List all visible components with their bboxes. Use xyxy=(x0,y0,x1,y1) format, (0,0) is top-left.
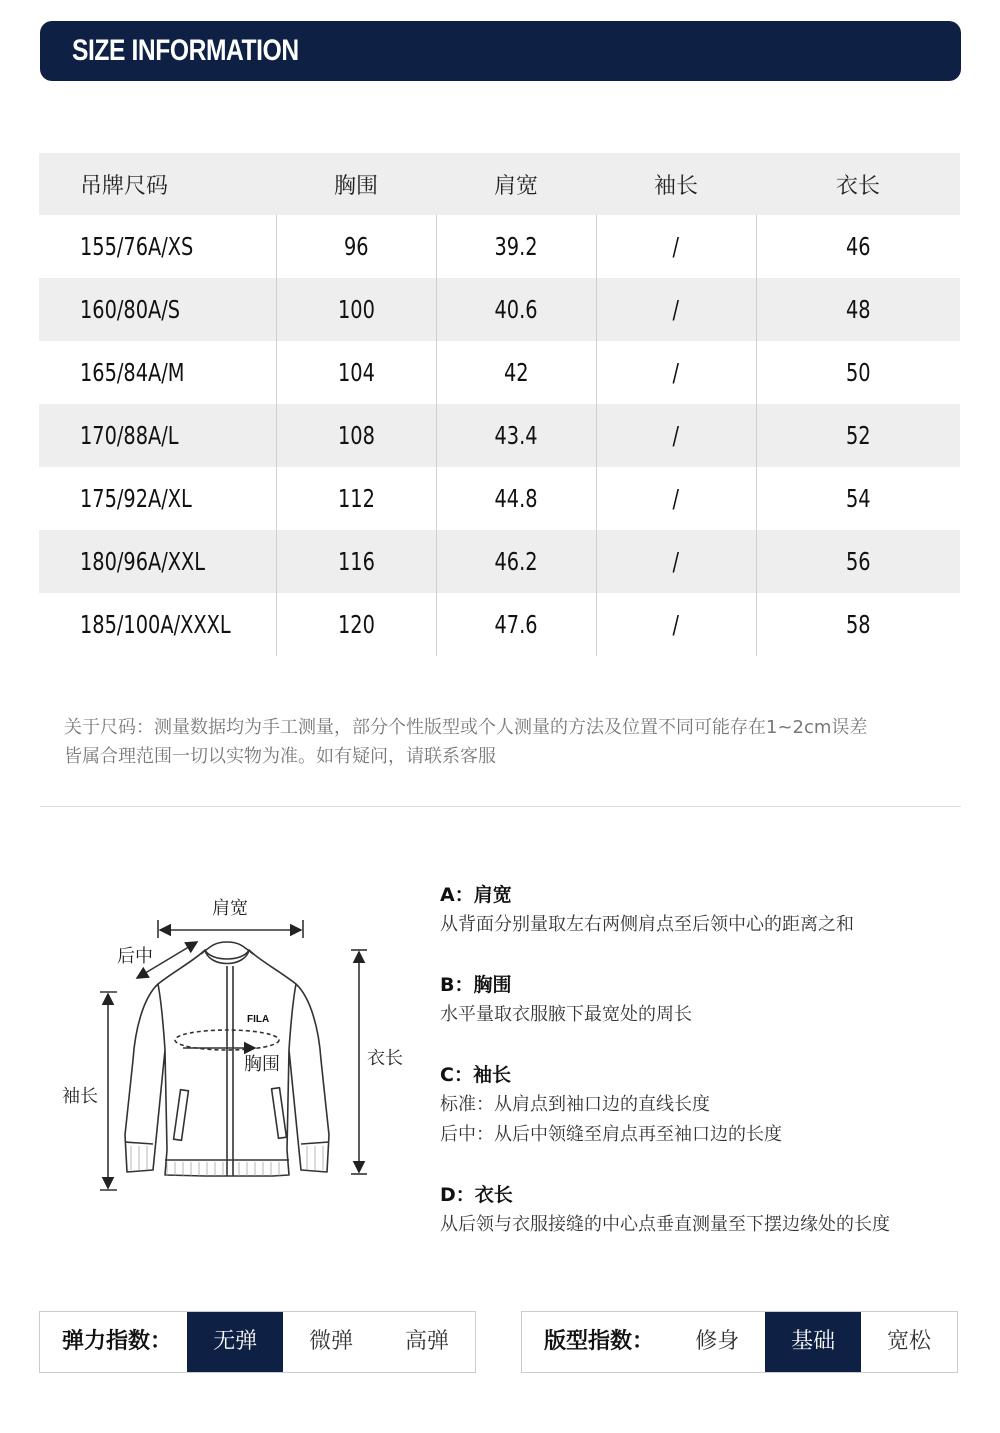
cell-sleeve: / xyxy=(596,341,756,404)
cell-shoulder: 43.4 xyxy=(436,404,596,467)
definition-chest xyxy=(440,970,980,1030)
cell-sleeve: / xyxy=(596,404,756,467)
cell-shoulder: 40.6 xyxy=(436,278,596,341)
table-row xyxy=(39,215,960,278)
fit-option-loose[interactable]: 宽松 xyxy=(887,1329,932,1354)
elasticity-option-slight[interactable]: 微弹 xyxy=(309,1329,354,1354)
cell-size: 170/88A/L xyxy=(39,404,276,467)
fit-label: 版型指数： xyxy=(544,1329,655,1354)
elasticity-option-high[interactable]: 高弹 xyxy=(405,1329,450,1354)
cell-length: 56 xyxy=(756,530,960,593)
cell-length: 58 xyxy=(756,593,960,656)
cell-chest: 104 xyxy=(276,341,436,404)
banner-title: SIZE INFORMATION xyxy=(72,34,299,67)
header-chest: 胸围 xyxy=(276,153,436,215)
cell-length: 46 xyxy=(756,215,960,278)
definition-shoulder xyxy=(440,880,980,940)
cell-shoulder: 42 xyxy=(436,341,596,404)
label-sleeve: 袖长 xyxy=(62,1086,98,1107)
header-sleeve: 袖长 xyxy=(596,153,756,215)
table-row xyxy=(39,404,960,467)
cell-size: 180/96A/XXL xyxy=(39,530,276,593)
cell-size: 165/84A/M xyxy=(80,358,185,387)
definition-text: 从背面分别量取左右两侧肩点至后领中心的距离之和 xyxy=(440,914,854,935)
cell-chest: 116 xyxy=(276,530,436,593)
cell-shoulder: 44.8 xyxy=(436,467,596,530)
header-shoulder: 肩宽 xyxy=(436,153,596,215)
cell-sleeve: / xyxy=(596,593,756,656)
label-chest: 胸围 xyxy=(244,1054,280,1075)
definition-text: 标准：从肩点到袖口边的直线长度 xyxy=(440,1094,710,1115)
cell-chest: 120 xyxy=(276,593,436,656)
label-shoulder: 肩宽 xyxy=(212,898,248,919)
jacket-diagram xyxy=(55,880,425,1210)
label-length: 衣长 xyxy=(367,1048,403,1069)
cell-sleeve: / xyxy=(596,278,756,341)
cell-sleeve: / xyxy=(596,530,756,593)
size-table-header xyxy=(39,153,960,215)
cell-sleeve: / xyxy=(596,215,756,278)
size-info-banner xyxy=(40,21,961,81)
fit-index xyxy=(521,1311,958,1373)
measurement-note xyxy=(64,713,964,771)
definition-sleeve xyxy=(440,1060,980,1150)
section-divider xyxy=(40,806,961,807)
cell-shoulder: 39.2 xyxy=(436,215,596,278)
label-back-center: 后中 xyxy=(117,946,153,967)
cell-size: 160/80A/S xyxy=(39,278,276,341)
header-length: 衣长 xyxy=(756,153,960,215)
cell-chest: 100 xyxy=(276,278,436,341)
cell-size: 175/92A/XL xyxy=(80,484,192,513)
cell-chest: 96 xyxy=(276,215,436,278)
elasticity-option-none[interactable]: 无弹 xyxy=(187,1312,283,1372)
header-tag-size: 吊牌尺码 xyxy=(39,153,276,215)
table-row xyxy=(39,530,960,593)
table-row xyxy=(39,593,960,656)
cell-length: 50 xyxy=(756,341,960,404)
definition-title: A：肩宽 xyxy=(440,884,512,906)
fit-option-slim[interactable]: 修身 xyxy=(695,1329,740,1354)
fit-option-regular[interactable]: 基础 xyxy=(765,1312,861,1372)
measurement-definitions xyxy=(440,880,980,1270)
cell-chest: 112 xyxy=(276,467,436,530)
note-line-2: 皆属合理范围一切以实物为准。如有疑问，请联系客服 xyxy=(64,746,496,767)
definition-length xyxy=(440,1180,980,1240)
definition-title: C：袖长 xyxy=(440,1064,511,1086)
table-row xyxy=(39,341,960,404)
size-table xyxy=(39,153,960,656)
table-row xyxy=(39,467,960,530)
cell-size: 185/100A/XXXL xyxy=(80,610,231,639)
definition-title: B：胸围 xyxy=(440,974,512,996)
cell-length: 52 xyxy=(756,404,960,467)
cell-length: 48 xyxy=(756,278,960,341)
note-line-1: 关于尺码：测量数据均为手工测量，部分个性版型或个人测量的方法及位置不同可能存在1~2cm误差 xyxy=(64,717,868,738)
cell-shoulder: 46.2 xyxy=(436,530,596,593)
elasticity-index xyxy=(39,1311,476,1373)
cell-size: 155/76A/XS xyxy=(80,232,194,261)
cell-chest: 108 xyxy=(276,404,436,467)
cell-sleeve: / xyxy=(596,467,756,530)
definition-text: 水平量取衣服腋下最宽处的周长 xyxy=(440,1004,692,1025)
cell-shoulder: 47.6 xyxy=(436,593,596,656)
fila-logo: FILA xyxy=(247,1014,270,1025)
definition-text: 从后领与衣服接缝的中心点垂直测量至下摆边缘处的长度 xyxy=(440,1214,890,1235)
cell-length: 54 xyxy=(756,467,960,530)
definition-title: D：衣长 xyxy=(440,1184,513,1206)
elasticity-label: 弹力指数： xyxy=(62,1329,173,1354)
definition-text: 后中：从后中领缝至肩点再至袖口边的长度 xyxy=(440,1124,782,1145)
table-row xyxy=(39,278,960,341)
